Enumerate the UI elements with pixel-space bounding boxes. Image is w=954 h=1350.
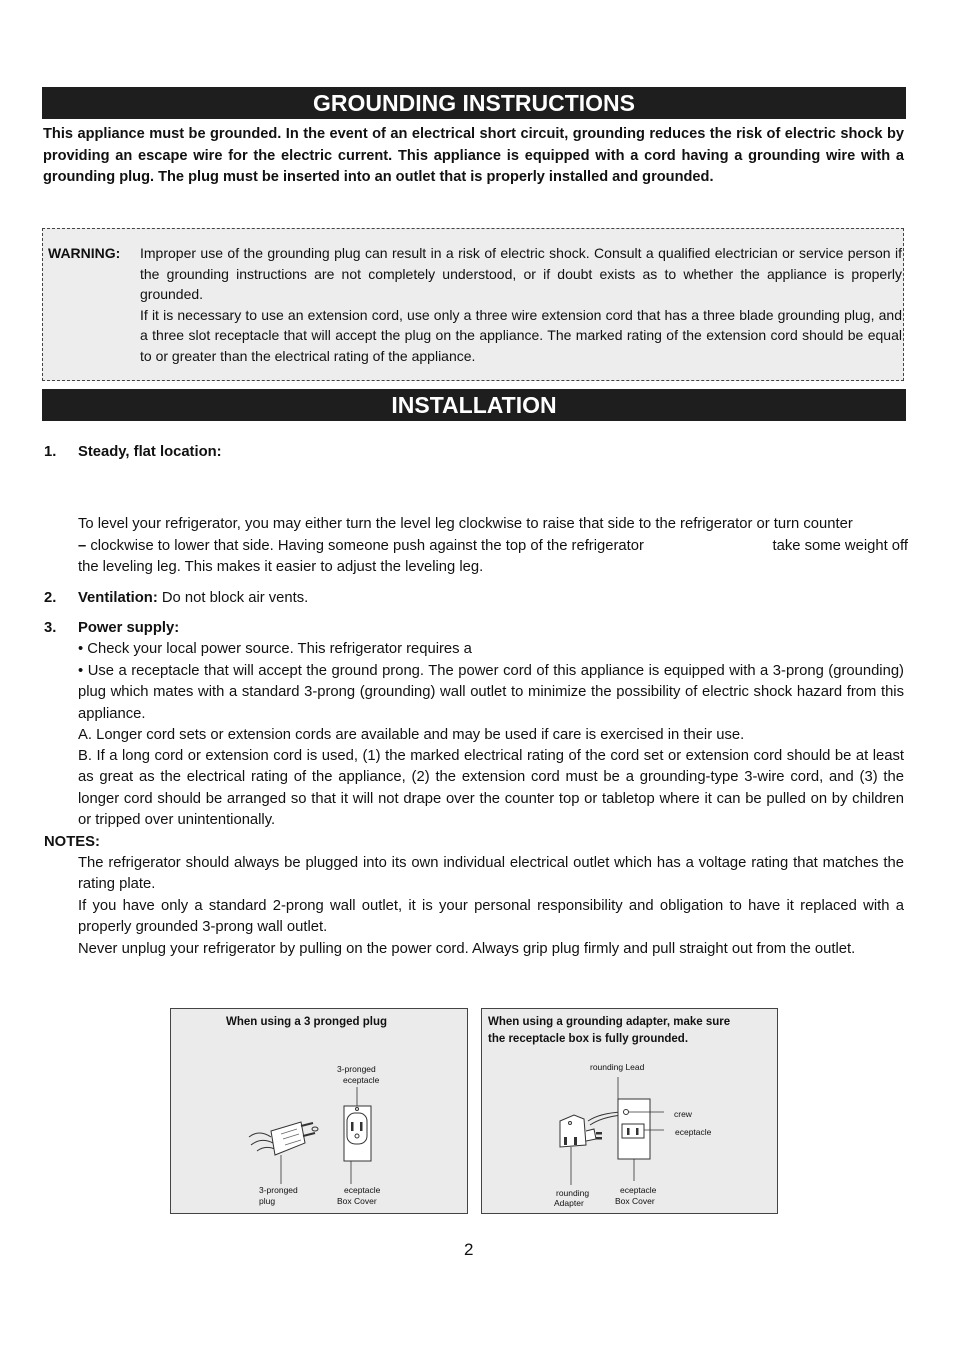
item-number: 3. [44, 620, 57, 636]
figure-3-pronged-plug [170, 1008, 468, 1214]
warning-box [42, 228, 904, 381]
item-heading-ventilation: Ventilation: [78, 590, 158, 606]
warning-text [140, 243, 902, 366]
grounding-intro: This appliance must be grounded. In the event of an electrical short circuit, grounding reduces the risk of electric shock by providing an escape wire for the electric current. This appliance is equipped with a cord having a grounding wire with a grounding plug. The plug must be inserted into an outlet that is properly installed and grounded. [43, 126, 904, 185]
warning-label: WARNING: [48, 245, 121, 261]
leveling-text-part: clockwise to lower that side. Having someone push against the top of the refrigerator [90, 538, 644, 554]
item-number: 2. [44, 590, 57, 606]
leveling-text-line1: To level your refrigerator, you may either turn the level leg clockwise to raise that side to the refrigerator or turn counter [78, 516, 853, 532]
figure-caption: When using a 3 pronged plug [226, 1016, 387, 1028]
item-heading-location: Steady, flat location: [78, 444, 222, 460]
power-point-b: B. If a long cord or extension cord is used, (1) the marked electrical rating of the cord set or extension cord should be at least as great as the electrical rating of the appliance, (2) the extension cord must be a grounding-type 3-wire cord, and (3) the longer cord should be arranged so that it will not drape over the counter top or tabletop where it can be pulled on by children or tripped over unintentionally. [78, 748, 904, 829]
label-grounding-lead: rounding Lead [590, 1062, 645, 1072]
label-box-cover: eceptacle [620, 1185, 657, 1195]
label-plug: 3-pronged [259, 1185, 298, 1195]
label-box-cover: Box Cover [615, 1196, 655, 1206]
label-screw: crew [674, 1109, 692, 1119]
note-item: Never unplug your refrigerator by pulling on the power cord. Always grip plug firmly and pull straight out from the outlet. [78, 941, 856, 957]
item-heading-power: Power supply: [78, 620, 180, 636]
note-item: If you have only a standard 2-prong wall outlet, it is your personal responsibility and obligation to have it replaced with a properly grounded 3-prong wall outlet. [78, 898, 904, 936]
figure-caption: the receptacle box is fully grounded. [488, 1033, 689, 1045]
page-number: 2 [464, 1240, 474, 1259]
figure-caption: When using a grounding adapter, make sure [488, 1016, 731, 1028]
power-point-a: A. Longer cord sets or extension cords are available and may be used if care is exercised in their use. [78, 727, 745, 743]
label-plug: plug [259, 1196, 276, 1206]
item-number: 1. [44, 444, 57, 460]
leveling-text-part: take some weight off [772, 538, 908, 554]
installation-section-title: INSTALLATION [42, 389, 906, 421]
label-box-cover: eceptacle [344, 1185, 381, 1195]
power-bullet-1: • Check your local power source. This refrigerator requires a [78, 641, 472, 657]
leveling-text-line3: the leveling leg. This makes it easier to adjust the leveling leg. [78, 559, 484, 575]
label-receptacle-top: eceptacle [343, 1075, 380, 1085]
plug-and-receptacle-illustration [171, 1009, 469, 1215]
leveling-text-line2: – clockwise to lower that side. Having someone push against the top of the refrigerator take some weight off [78, 536, 908, 557]
warning-paragraph: If it is necessary to use an extension cord, use only a three wire extension cord that has a three blade grounding plug, and a three slot receptacle that will accept the plug on the appliance. The marked rating of the extension cord should be equal to or greater than the electrical rating of the appliance. [140, 306, 902, 364]
label-adapter: Adapter [554, 1198, 584, 1208]
note-item: The refrigerator should always be plugged into its own individual electrical outlet which has a voltage rating that matches the rating plate. [78, 855, 904, 893]
label-receptacle: eceptacle [675, 1127, 712, 1137]
notes-heading: NOTES: [44, 834, 100, 850]
label-receptacle-top: 3-pronged [337, 1064, 376, 1074]
warning-paragraph: Improper use of the grounding plug can result in a risk of electric shock. Consult a qualified electrician or service person if the grounding instructions are not completely understood, or if doubt exists as to whether the appliance is properly grounded. [140, 245, 902, 302]
grounding-section-title: GROUNDING INSTRUCTIONS [42, 87, 906, 119]
power-bullet-2: • Use a receptacle that will accept the ground prong. The power cord of this appliance is equipped with a 3-prong (grounding) plug which mates with a standard 3-prong (grounding) wall outlet to minimize the possibility of electric shock hazard from this appliance. [78, 663, 904, 722]
label-adapter: rounding [556, 1188, 590, 1198]
figure-grounding-adapter [481, 1008, 778, 1214]
label-box-cover: Box Cover [337, 1196, 377, 1206]
ventilation-text: Do not block air vents. [157, 590, 309, 606]
ventilation-item [78, 588, 308, 609]
